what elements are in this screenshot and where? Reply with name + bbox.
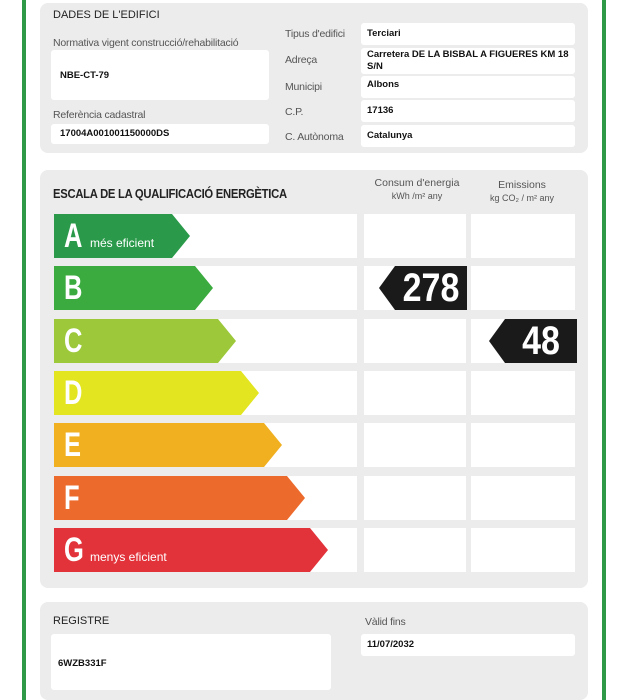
consumption-rating-value: 278 (402, 266, 460, 311)
region-label: C. Autònoma (285, 131, 344, 143)
building-data-panel (40, 3, 588, 153)
valid-until-field (361, 634, 575, 656)
cadastral-label: Referència cadastral (53, 109, 146, 121)
emissions-rating-value: 48 (522, 318, 560, 363)
band-e (54, 423, 282, 467)
building-data-title: DADES DE L'EDIFICI (53, 9, 160, 21)
municipality-label: Municipi (285, 81, 322, 93)
registry-panel (40, 602, 588, 700)
municipality-value: Albons (367, 79, 400, 90)
emissions-unit: kg CO₂ / m² any (489, 193, 554, 203)
address-label: Adreça (285, 54, 318, 66)
postcode-field (361, 100, 575, 122)
consumption-cell-g (364, 528, 466, 572)
band-letter: B (64, 269, 83, 308)
cadastral-field (51, 124, 269, 144)
consumption-cell-a (364, 214, 466, 258)
band-description: més eficient (90, 236, 155, 250)
postcode-value: 17136 (367, 105, 394, 116)
emissions-header-text: Emissions (498, 179, 546, 191)
emissions-cell-e (471, 423, 575, 467)
regulation-label: Normativa vigent construcció/rehabilitació (53, 37, 239, 49)
municipality-field (361, 76, 575, 98)
band-b (54, 266, 213, 310)
band-description: menys eficient (90, 549, 167, 564)
regulation-field (51, 50, 269, 100)
postcode-label: C.P. (285, 106, 304, 118)
band-letter: F (64, 478, 80, 517)
consumption-rating (379, 266, 467, 310)
consumption-cell-c (364, 319, 466, 363)
address-value: Carretera DE LA BISBAL A FIGUERES KM 18 S/N (367, 49, 569, 72)
band-g (54, 528, 328, 572)
emissions-cell-b (471, 266, 575, 310)
consumption-cell-f (364, 476, 466, 520)
consumption-cell-e (364, 423, 466, 467)
emissions-cell-g (471, 528, 575, 572)
building-type-label: Tipus d'edifici (285, 28, 345, 40)
registry-value: 6WZB331F (58, 658, 107, 669)
band-letter: C (64, 321, 83, 360)
band-a (54, 214, 190, 258)
emissions-cell-d (471, 371, 575, 415)
energy-scale-title: ESCALA DE LA QUALIFICACIÓ ENERGÈTICA (53, 187, 287, 201)
emissions-header (472, 179, 572, 205)
consumption-unit: kWh /m² any (391, 191, 443, 201)
registry-field (51, 634, 331, 690)
region-value: Catalunya (367, 130, 413, 141)
band-letter: A (64, 217, 83, 255)
band-letter: D (64, 373, 83, 412)
emissions-rating (489, 319, 577, 363)
band-c (54, 319, 236, 363)
emissions-cell-f (471, 476, 575, 520)
valid-until-label: Vàlid fins (365, 616, 406, 628)
regulation-value: NBE-CT-79 (60, 70, 110, 81)
registry-label: REGISTRE (53, 615, 110, 627)
building-type-value: Terciari (367, 28, 401, 39)
consumption-cell-d (364, 371, 466, 415)
band-d (54, 371, 259, 415)
cadastral-value: 17004A001001150000DS (60, 128, 170, 139)
region-field (361, 125, 575, 147)
building-type-field (361, 23, 575, 45)
band-letter: E (64, 426, 82, 465)
address-field (361, 48, 575, 74)
consumption-header-text: Consum d'energia (374, 177, 460, 189)
valid-until-value: 11/07/2032 (367, 639, 415, 650)
consumption-header (362, 177, 472, 203)
band-f (54, 476, 305, 520)
emissions-cell-a (471, 214, 575, 258)
band-letter: G (64, 530, 84, 569)
